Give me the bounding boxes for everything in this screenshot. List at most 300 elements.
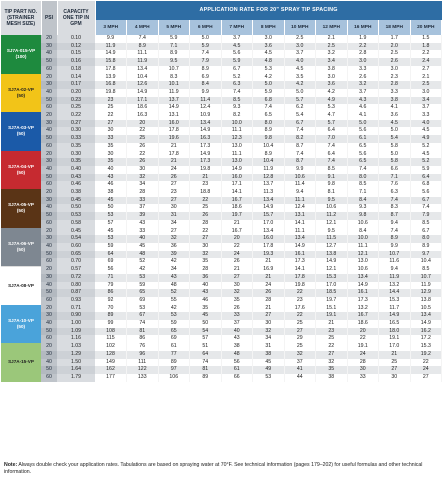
rate-cell: 5.8 [379,158,411,166]
tip-part-number: SJ7A-015-VP [6,48,36,54]
capacity-cell: 0.16 [57,58,95,66]
rate-cell: 14.9 [347,282,379,290]
rate-cell: 2.1 [316,35,348,43]
rate-cell: 14.9 [190,151,222,159]
rate-cell: 6.6 [379,166,411,174]
rate-cell: 6.3 [379,189,411,197]
rate-cell: 6.8 [253,97,285,105]
rate-cell: 7.4 [316,143,348,151]
rate-cell: 5.0 [379,127,411,135]
rate-cell: 23 [158,189,190,197]
psi-cell: 30 [41,158,57,166]
rate-cell: 19.3 [253,251,285,259]
rate-cell: 2.8 [379,81,411,89]
rate-cell: 27 [379,366,411,374]
tip-part-number: SJ7A-05-VP [8,202,34,208]
rate-cell: 17.3 [347,297,379,305]
rate-cell: 7.6 [379,181,411,189]
rate-cell: 13.4 [190,120,222,128]
rate-cell: 5.9 [253,89,285,97]
rate-cell: 38 [253,351,285,359]
rate-cell: 15.3 [379,297,411,305]
table-row [1,112,442,120]
rate-cell: 17.1 [221,181,253,189]
rate-cell: 33 [347,374,379,382]
rate-cell: 1.9 [347,35,379,43]
capacity-cell: 0.60 [57,243,95,251]
rate-cell: 19.1 [316,312,348,320]
rate-cell: 19.8 [284,282,316,290]
rate-cell: 12.4 [284,204,316,212]
rate-cell: 17.8 [158,127,190,135]
rate-cell: 16.7 [347,312,379,320]
rate-cell: 108 [95,328,127,336]
rate-cell: 34 [127,181,159,189]
rate-cell: 25 [284,343,316,351]
rate-cell: 18.8 [190,189,222,197]
rate-cell: 57 [190,335,222,343]
rate-cell: 97 [158,366,190,374]
rate-cell: 32 [127,174,159,182]
capacity-cell: 0.65 [57,251,95,259]
rate-cell: 10.7 [158,66,190,74]
rate-cell: 13.2 [347,305,379,313]
rate-cell: 13.0 [347,258,379,266]
rate-cell: 10.6 [284,174,316,182]
rate-cell: 149 [95,359,127,367]
rate-cell: 21 [221,266,253,274]
rate-cell: 5.6 [347,151,379,159]
table-row [1,251,442,259]
rate-cell: 14.9 [158,104,190,112]
rate-cell: 8.4 [347,197,379,205]
rate-cell: 22 [221,243,253,251]
rate-cell: 15.3 [410,343,442,351]
rate-cell: 19.8 [190,166,222,174]
header-mph-2: 5 MPH [158,20,190,35]
rate-cell: 162 [95,366,127,374]
psi-cell: 20 [41,189,57,197]
application-rate-table [1,1,442,382]
rate-cell: 27 [284,328,316,336]
tip-part-number: SJ7A-04-VP [8,163,34,169]
rate-cell: 13.4 [284,235,316,243]
rate-cell: 17.8 [158,151,190,159]
rate-cell: 5.9 [158,35,190,43]
rate-cell: 7.9 [190,58,222,66]
rate-cell: 5.0 [347,120,379,128]
rate-cell: 37 [127,204,159,212]
rate-cell: 115 [95,335,127,343]
header-tip-part-no: TIP PART NO. (STRAINER MESH SIZE) [1,1,41,35]
rate-cell: 51 [190,343,222,351]
rate-cell: 17.3 [284,258,316,266]
rate-cell: 8.0 [347,174,379,182]
rate-cell: 9.3 [221,104,253,112]
rate-cell: 3.7 [221,35,253,43]
rate-cell: 43 [95,174,127,182]
rate-cell: 31 [253,343,285,351]
rate-cell: 53 [95,235,127,243]
rate-cell: 8.5 [410,220,442,228]
rate-cell: 30 [347,366,379,374]
capacity-cell: 1.64 [57,366,95,374]
rate-cell: 10.5 [410,305,442,313]
rate-cell: 65 [158,328,190,336]
rate-cell: 13.8 [316,251,348,259]
rate-cell: 3.3 [410,112,442,120]
rate-cell: 70 [95,305,127,313]
rate-cell: 7.4 [284,151,316,159]
rate-cell: 21 [190,174,222,182]
header-capacity: CAPACITY ONE TIP IN GPM [57,1,95,35]
table-row [1,58,442,66]
rate-cell: 27 [158,197,190,205]
table-row [1,66,442,74]
capacity-cell: 0.50 [57,204,95,212]
rate-cell: 34 [158,266,190,274]
rate-cell: 43 [190,289,222,297]
rate-cell: 8.9 [379,235,411,243]
rate-cell: 23 [316,328,348,336]
rate-cell: 2.2 [347,43,379,51]
capacity-cell: 1.16 [57,335,95,343]
rate-cell: 45 [95,228,127,236]
rate-cell: 3.0 [284,43,316,51]
psi-cell: 60 [41,66,57,74]
rate-cell: 21 [253,258,285,266]
rate-cell: 14.4 [379,289,411,297]
rate-cell: 5.9 [221,58,253,66]
rate-cell: 5.8 [379,143,411,151]
rate-cell: 22 [95,112,127,120]
rate-cell: 11.1 [284,197,316,205]
rate-cell: 2.2 [410,50,442,58]
rate-cell: 2.6 [379,58,411,66]
rate-cell: 3.7 [410,104,442,112]
psi-cell: 20 [41,112,57,120]
rate-cell: 33 [127,197,159,205]
psi-cell: 40 [41,282,57,290]
rate-cell: 14.9 [253,204,285,212]
rate-cell: 5.7 [284,97,316,105]
capacity-cell: 0.30 [57,127,95,135]
rate-cell: 128 [95,351,127,359]
rate-cell: 3.5 [284,74,316,82]
header-mph-10: 20 MPH [410,20,442,35]
rate-cell: 10.0 [347,235,379,243]
rate-cell: 3.8 [379,97,411,105]
strainer-mesh: (50) [16,169,26,175]
rate-cell: 8.2 [221,112,253,120]
rate-cell: 8.4 [347,228,379,236]
table-row [1,127,442,135]
rate-cell: 11.9 [158,89,190,97]
rate-cell: 17.0 [253,220,285,228]
capacity-cell: 0.27 [57,120,95,128]
rate-cell: 11.5 [316,235,348,243]
rate-cell: 26 [253,289,285,297]
table-row [1,351,442,359]
rate-cell: 6.4 [316,127,348,135]
rate-cell: 17.8 [253,243,285,251]
psi-cell: 60 [41,297,57,305]
rate-cell: 8.7 [284,158,316,166]
rate-cell: 3.4 [410,97,442,105]
rate-cell: 3.0 [379,66,411,74]
rate-cell: 11.1 [127,50,159,58]
rate-cell: 21 [379,351,411,359]
rate-cell: 32 [253,328,285,336]
rate-cell: 22 [284,312,316,320]
rate-cell: 17.8 [284,274,316,282]
rate-cell: 21 [316,320,348,328]
capacity-cell: 0.93 [57,297,95,305]
rate-cell: 30 [221,282,253,290]
rate-cell: 30 [127,166,159,174]
rate-cell: 12.4 [190,104,222,112]
rate-cell: 122 [127,366,159,374]
rate-cell: 19.7 [316,297,348,305]
tip-part-number: SJ7A-02-VP [8,86,34,92]
rate-cell: 14.9 [95,50,127,58]
psi-cell: 40 [41,359,57,367]
rate-cell: 5.3 [316,104,348,112]
rate-cell: 42 [158,305,190,313]
rate-cell: 2.7 [410,66,442,74]
rate-cell: 30 [190,243,222,251]
rate-cell: 28 [347,359,379,367]
rate-cell: 27 [190,235,222,243]
capacity-cell: 0.90 [57,312,95,320]
table-row [1,335,442,343]
rate-cell: 11.1 [347,243,379,251]
rate-cell: 20 [127,120,159,128]
capacity-cell: 0.12 [57,43,95,51]
table-row [1,166,442,174]
rate-cell: 29 [284,335,316,343]
rate-cell: 57 [95,220,127,228]
rate-cell: 26 [221,305,253,313]
rate-cell: 89 [158,359,190,367]
rate-cell: 2.5 [410,81,442,89]
rate-cell: 17.3 [190,158,222,166]
rate-cell: 69 [95,258,127,266]
rate-cell: 5.2 [410,158,442,166]
rate-cell: 8.9 [410,243,442,251]
capacity-cell: 1.00 [57,320,95,328]
rate-cell: 20 [347,328,379,336]
rate-cell: 56 [95,266,127,274]
psi-cell: 30 [41,351,57,359]
rate-cell: 5.9 [190,43,222,51]
rate-cell: 11.1 [221,127,253,135]
rate-cell: 20 [221,235,253,243]
table-row [1,43,442,51]
rate-cell: 17.6 [284,305,316,313]
header-mph-0: 3 MPH [95,20,127,35]
rate-cell: 11.9 [127,58,159,66]
psi-cell: 50 [41,97,57,105]
rate-cell: 67 [127,312,159,320]
strainer-mesh: (50) [16,208,26,214]
rate-cell: 9.4 [379,266,411,274]
table-row [1,197,442,205]
rate-cell: 16.0 [158,120,190,128]
rate-cell: 59 [95,243,127,251]
rate-cell: 8.9 [253,151,285,159]
rate-cell: 6.7 [410,197,442,205]
rate-cell: 33 [221,312,253,320]
rate-cell: 21 [158,158,190,166]
rate-cell: 9.4 [379,220,411,228]
capacity-cell: 0.38 [57,189,95,197]
rate-cell: 5.6 [347,127,379,135]
rate-cell: 8.7 [379,212,411,220]
rate-cell: 23 [190,181,222,189]
rate-cell: 18.6 [221,204,253,212]
rate-cell: 10.1 [158,81,190,89]
rate-cell: 37 [221,320,253,328]
psi-cell: 40 [41,89,57,97]
rate-cell: 79 [95,282,127,290]
table-body [1,35,442,382]
rate-cell: 11.6 [379,258,411,266]
table-row [1,366,442,374]
rate-cell: 4.9 [410,135,442,143]
rate-cell: 18.6 [347,320,379,328]
rate-cell: 10.4 [253,158,285,166]
rate-cell: 3.2 [316,50,348,58]
rate-cell: 35 [95,158,127,166]
rate-cell: 5.4 [284,112,316,120]
rate-cell: 43 [127,220,159,228]
rate-cell: 33 [95,135,127,143]
rate-cell: 10.0 [221,120,253,128]
header-mph-5: 8 MPH [253,20,285,35]
rate-cell: 45 [190,312,222,320]
table-row [1,220,442,228]
rate-cell: 49 [253,366,285,374]
rate-cell: 24 [221,251,253,259]
header-mph-3: 6 MPH [190,20,222,35]
rate-cell: 19.6 [158,135,190,143]
table-row [1,359,442,367]
rate-cell: 7.4 [127,35,159,43]
rate-cell: 12.9 [410,289,442,297]
rate-cell: 9.5 [158,58,190,66]
rate-cell: 13.4 [410,312,442,320]
rate-cell: 12.1 [316,220,348,228]
psi-cell: 40 [41,204,57,212]
rate-cell: 18.5 [316,289,348,297]
rate-cell: 6.8 [410,181,442,189]
rate-cell: 33 [127,228,159,236]
table-row [1,97,442,105]
rate-cell: 9.8 [347,212,379,220]
table-row [1,228,442,236]
rate-cell: 32 [284,351,316,359]
rate-cell: 64 [190,351,222,359]
psi-cell: 20 [41,74,57,82]
capacity-cell: 0.58 [57,220,95,228]
rate-cell: 6.9 [190,74,222,82]
table-row [1,104,442,112]
rate-cell: 30 [158,204,190,212]
rate-cell: 86 [127,335,159,343]
rate-cell: 25 [316,335,348,343]
rate-cell: 10.4 [253,143,285,151]
rate-cell: 6.4 [316,151,348,159]
rate-cell: 27 [316,351,348,359]
rate-cell: 8.4 [190,81,222,89]
rate-cell: 27 [158,181,190,189]
capacity-cell: 1.03 [57,343,95,351]
psi-cell: 30 [41,235,57,243]
table-row [1,135,442,143]
rate-cell: 14.9 [221,166,253,174]
table-row [1,151,442,159]
rate-cell: 8.5 [410,266,442,274]
rate-cell: 8.0 [253,120,285,128]
table-row [1,50,442,58]
rate-cell: 9.9 [95,35,127,43]
tip-part-cell [1,343,41,382]
rate-cell: 6.1 [347,135,379,143]
rate-cell: 8.5 [347,181,379,189]
rate-cell: 13.8 [410,297,442,305]
rate-cell: 10.6 [316,204,348,212]
rate-cell: 39 [158,251,190,259]
table-row [1,204,442,212]
rate-cell: 22 [127,127,159,135]
rate-cell: 6.4 [410,174,442,182]
rate-cell: 8.7 [284,143,316,151]
table-row [1,305,442,313]
rate-cell: 6.5 [347,158,379,166]
rate-cell: 3.6 [316,81,348,89]
capacity-cell: 0.71 [57,305,95,313]
rate-cell: 21 [221,220,253,228]
capacity-cell: 0.14 [57,74,95,82]
rate-cell: 16.7 [221,197,253,205]
rate-cell: 7.4 [347,166,379,174]
capacity-cell: 0.54 [57,235,95,243]
rate-cell: 66 [221,374,253,382]
rate-cell: 14.1 [221,189,253,197]
rate-cell: 52 [158,289,190,297]
rate-cell: 7.1 [379,174,411,182]
psi-cell: 20 [41,35,57,43]
rate-cell: 4.5 [253,50,285,58]
rate-cell: 4.5 [410,151,442,159]
psi-cell: 20 [41,343,57,351]
rate-cell: 24 [158,166,190,174]
capacity-cell: 0.46 [57,181,95,189]
rate-cell: 40 [95,166,127,174]
rate-cell: 23 [95,97,127,105]
rate-cell: 43 [158,274,190,282]
table-row [1,81,442,89]
tip-part-cell [1,74,41,113]
rate-cell: 59 [127,282,159,290]
psi-cell: 50 [41,366,57,374]
rate-cell: 35 [221,297,253,305]
rate-cell: 41 [284,366,316,374]
rate-cell: 11.2 [316,212,348,220]
rate-cell: 13.4 [253,228,285,236]
rate-cell: 22 [190,197,222,205]
